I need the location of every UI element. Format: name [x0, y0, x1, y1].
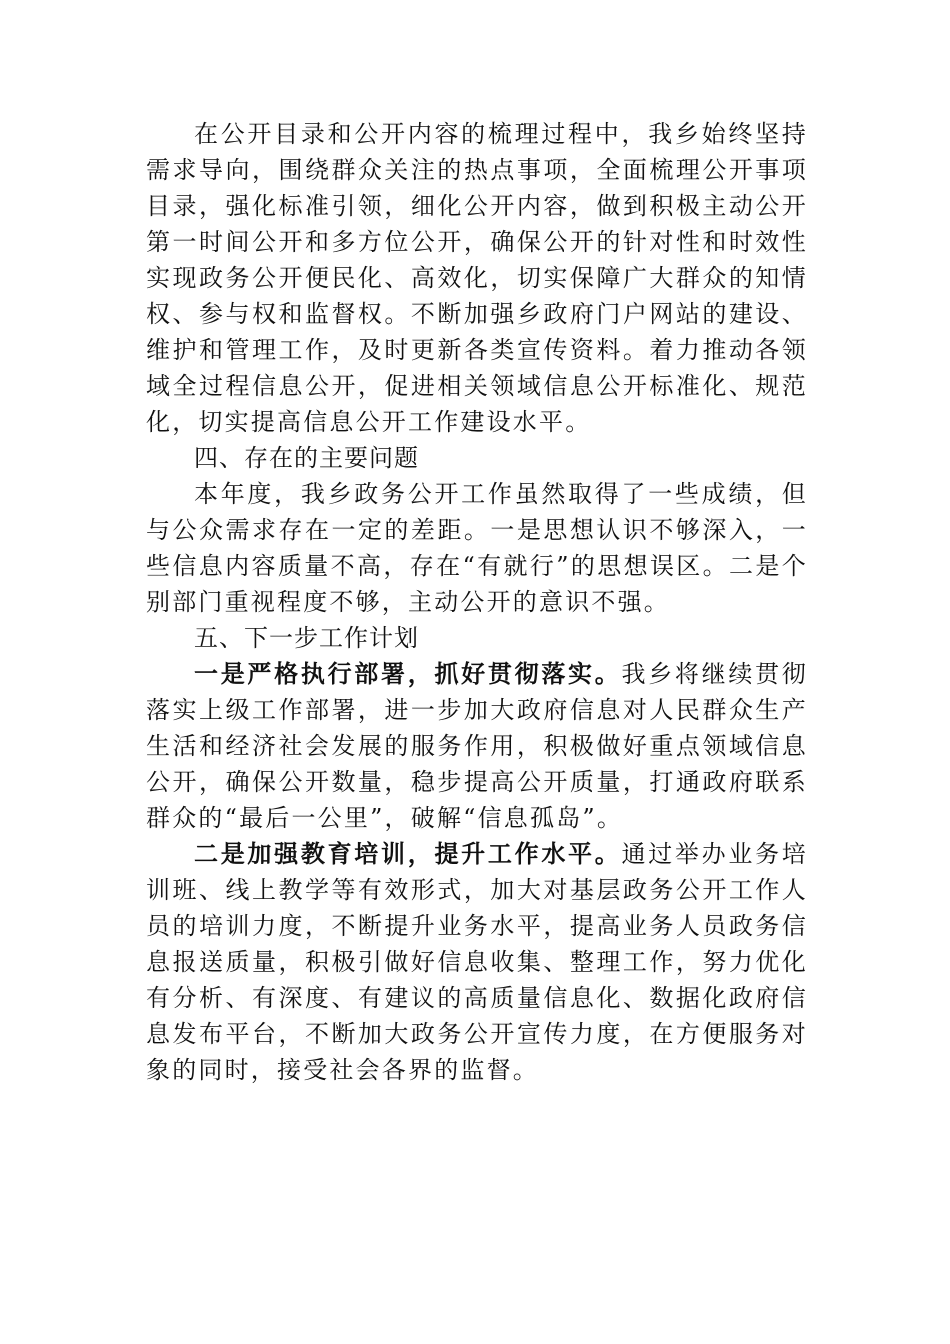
plan-item-2-lead: 二是加强教育培训，提升工作水平。: [194, 839, 622, 868]
paragraph-catalog-review: 在公开目录和公开内容的梳理过程中，我乡始终坚持需求导向，围绕群众关注的热点事项，全面梳理公开事项目录，强化标准引领，细化公开内容，做到积极主动公开第一时间公开和多方位公开，确保公开的针对性和时效性实现政务公开便民化、高效化，切实保障广大群众的知情权、参与权和监督权。不断加强乡政府门户网站的建设、维护和管理工作，及时更新各类宣传资料。着力推动各领域全过程信息公开，促进相关领域信息公开标准化、规范化，切实提高信息公开工作建设水平。: [146, 120, 808, 436]
plan-item-2-text: 通过举办业务培训班、线上教学等有效形式，加大对基层政务公开工作人员的培训力度，不断提升业务水平，提高业务人员政务信息报送质量，积极引做好信息收集、整理工作，努力优化有分析、有深度、有建议的高质量信息化、数据化政府信息发布平台，不断加大政务公开宣传力度，在方便服务对象的同时，接受社会各界的监督。: [146, 840, 808, 1084]
plan-item-1-text: 我乡将继续贯彻落实上级工作部署，进一步加大政府信息对人民群众生产生活和经济社会发展的服务作用，积极做好重点领域信息公开，确保公开数量，稳步提高公开质量，打通政府联系群众的“最后一公里”，破解“信息孤岛”。: [146, 660, 808, 832]
document-body: [146, 116, 808, 1088]
paragraph-main-problems: 本年度，我乡政务公开工作虽然取得了一些成绩，但与公众需求存在一定的差距。一是思想认识不够深入，一些信息内容质量不高，存在“有就行”的思想误区。二是个别部门重视程度不够，主动公开的意识不强。: [146, 480, 808, 616]
section-heading-next-steps: 五、下一步工作计划: [194, 624, 419, 652]
plan-item-1-lead: 一是严格执行部署，抓好贯彻落实。: [194, 659, 622, 688]
paragraph-plan-item-1: [146, 656, 808, 836]
paragraph-plan-item-2: [146, 836, 808, 1088]
section-heading-main-problems: 四、存在的主要问题: [194, 444, 419, 472]
